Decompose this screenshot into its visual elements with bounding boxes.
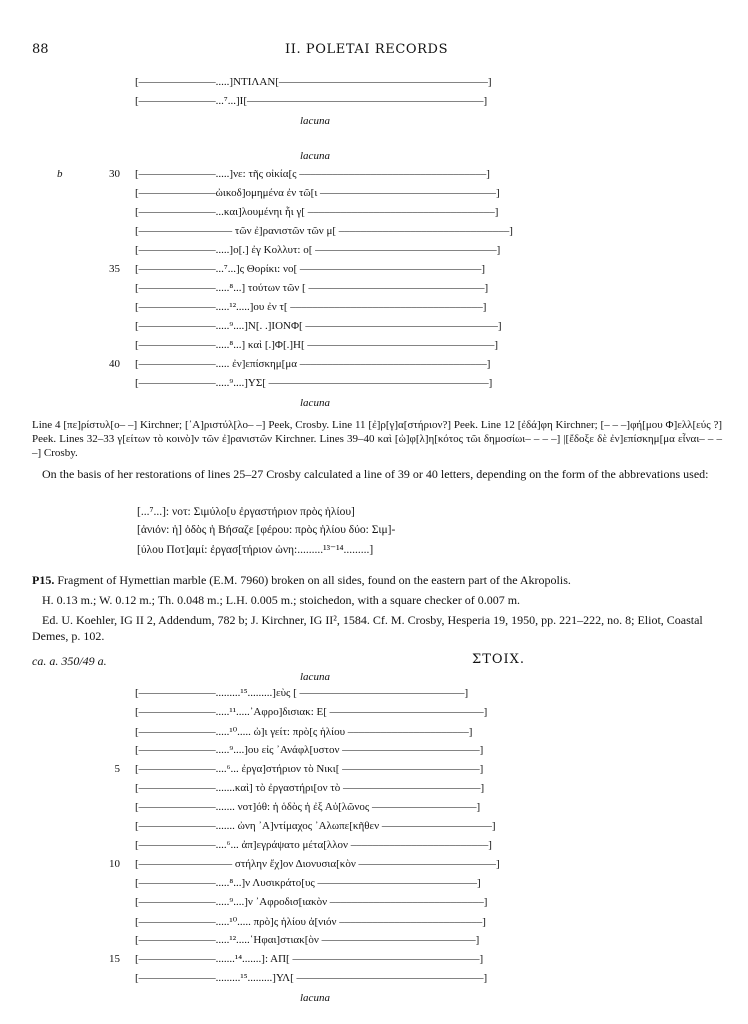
entry-edition: Ed. U. Koehler, IG II 2, Addendum, 782 b; J. Kirchner, IG II², 1584. Cf. M. Crosby, Hesperia 19, 1950, pp. 221–222, no. 8; Eliot, Coastal Demes, p. 102.	[32, 613, 703, 643]
entry-label: P15.	[32, 573, 55, 587]
section-label: b	[57, 168, 63, 180]
inscription-line: [––––––––––––––....⁶... ἐργα]στήριον τὸ Νικι[ –––––––––––––––––––––––––]	[135, 763, 484, 775]
line-number: 10	[109, 858, 120, 870]
inscription-line: [––––––––––––––.....]ΝΤΙΛΑΝ[––––––––––––––––––––––––––––––––––––––]	[135, 76, 492, 88]
lacuna-label: lacuna	[300, 150, 330, 162]
inscription-line: [––––––––––––––.....]ο[.] ἐγ Κολλυτ: ο[ –––––––––––––––––––––––––––––––––]	[135, 244, 501, 256]
inscription-line: [––––––––––––––.....⁸...]ν Λυσικράτο[υς –––––––––––––––––––––––––––––]	[135, 877, 481, 889]
inscription-line: [––––––––––––––....⁶... ἀπ]εγράψατο μέτα[λλον –––––––––––––––––––––––––]	[135, 839, 492, 851]
lacuna-label: lacuna	[300, 115, 330, 127]
line-number: 5	[114, 763, 120, 775]
lacuna-label: lacuna	[300, 671, 330, 683]
inscription-line: [––––––––––––––ὠικοδ]ομημένα ἐν τῶ[ι ––––––––––––––––––––––––––––––––]	[135, 187, 500, 199]
inscription-line: [––––––––––––––....... ὠνη ᾿Α]ντίμαχος ᾿Αλωπε[κῆθεν ––––––––––––––––––––]	[135, 820, 496, 832]
inscription-line: [––––––––––––––.....¹¹.....᾿Αφρο]δισιακ: Ε[ ––––––––––––––––––––––––––––]	[135, 706, 488, 718]
inscription-line: [––––––––––––––...και]λουμένηι ἧι γ[ ––––––––––––––––––––––––––––––––––]	[135, 206, 499, 218]
inscription-line: [––––––––––––––––– στήλην ἔχ]ον Διονυσια[κὸν –––––––––––––––––––––––––]	[135, 858, 500, 870]
inscription-line: [––––––––––––––.....⁹....]ΥΣ[ ––––––––––––––––––––––––––––––––––––––––]	[135, 377, 493, 389]
restoration-line: [ἀνιόν: ἡ] ὁδὸς ἡ Βήσαζε [φέρου: πρὸς ἡλίου δύο: Σιμ]-	[137, 524, 396, 536]
entry-dimensions: H. 0.13 m.; W. 0.12 m.; Th. 0.048 m.; L.H. 0.005 m.; stoichedon, with a square checker of 0.007 m.	[42, 593, 521, 607]
inscription-line: [––––––––––––––....... νοτ]όθ: ἡ ὁδὸς ἡ ἐξ Αὐ[λῶνος –––––––––––––––––––]	[135, 801, 481, 813]
line-number: 30	[109, 168, 120, 180]
restoration-line: [ύλου Ποτ]αμί: ἐργασ[τήριον ὠνη:.........¹³⁻¹⁴.........]	[137, 544, 374, 556]
inscription-line: [––––––––––––––––– τῶν ἐ]ρανιστῶν τῶν μ[ –––––––––––––––––––––––––––––––]	[135, 225, 513, 237]
apparatus-criticus: Line 4 [πε]ρίστυλ[ο– –] Kirchner; [᾿Α]ριστύλ[λο– –] Peek, Crosby. Line 11 [ἐ]ρ[γ]α[στήριον?] Peek. Line 12 [ἐδά]φη Kirchner; [– – –]φή[μου Φ]ελλ[εύς ?] Peek. Lines 32–33 γ[είτων τὸ κοινὸ]ν τῶν ἐ]ρανιστῶν Kirchner. Lines 39–40 καὶ [ὠ]φ[λ]η[κότος τῶι δημοσίωι– – – –] |[ἔδοξε δὲ ἐν]επίσκημ[μα εἶναι– – – –] Crosby.	[32, 419, 722, 459]
stoichedon-label: ΣΤΟΙΧ.	[472, 652, 526, 667]
inscription-line: [––––––––––––––.........¹⁵.........]ΥΛ[ ––––––––––––––––––––––––––––––––––]	[135, 972, 488, 984]
inscription-line: [––––––––––––––...⁷...]Ι[–––––––––––––––––––––––––––––––––––––––––––]	[135, 95, 488, 107]
inscription-line: [––––––––––––––.....⁹....]Ν[. .]ΙΟΝΦ[ –––––––––––––––––––––––––––––––––––]	[135, 320, 502, 332]
inscription-line: [––––––––––––––..... ἐν]επίσκημ[μα ––––––––––––––––––––––––––––––––––]	[135, 358, 491, 370]
line-number: 15	[109, 953, 120, 965]
inscription-line: [––––––––––––––.....¹⁰..... ὠ]ι γείτ: πρὸ[ς ἡλίου ––––––––––––––––––––––]	[135, 726, 473, 738]
inscription-line: [––––––––––––––...⁷...]ς Θορίκι: νο[ –––––––––––––––––––––––––––––––––]	[135, 263, 486, 275]
running-head: II. POLETAI RECORDS	[285, 42, 449, 57]
inscription-line: [––––––––––––––.....⁹....]ν ᾿Αφροδισ[ιακὸν ––––––––––––––––––––––––––––]	[135, 896, 488, 908]
inscription-line: [––––––––––––––.....⁸...] καὶ [.]Φ[.]Η[ ––––––––––––––––––––––––––––––––––]	[135, 339, 499, 351]
lacuna-label: lacuna	[300, 992, 330, 1004]
entry-title	[32, 572, 722, 588]
commentary-paragraph: On the basis of her restorations of lines 25–27 Crosby calculated a line of 39 or 40 letters, depending on the form of the abbrevations used:	[42, 467, 709, 481]
inscription-line: [––––––––––––––.........¹⁵.........]εὺς [ ––––––––––––––––––––––––––––––]	[135, 687, 469, 699]
inscription-line: [––––––––––––––.......καὶ] τὸ ἐργαστήρι[ον τὸ –––––––––––––––––––––––––]	[135, 782, 485, 794]
entry-description: Fragment of Hymettian marble (E.M. 7960) broken on all sides, found on the eastern part of the Akropolis.	[57, 573, 571, 587]
date-label: ca. a. 350/49 a.	[32, 654, 107, 668]
page-number: 88	[32, 42, 49, 57]
lacuna-label: lacuna	[300, 397, 330, 409]
restoration-line: [...⁷...]: νοτ: Σιμύλο[υ ἐργαστήριον πρὸς ἡλίου]	[137, 506, 355, 518]
inscription-line: [––––––––––––––.....⁹....]ου εἰς ᾿Ανάφλ[υστον –––––––––––––––––––––––––]	[135, 744, 484, 756]
inscription-line: [––––––––––––––.....¹⁰..... πρὸ]ς ἡλίου ἀ[νιόν ––––––––––––––––––––––––––]	[135, 916, 486, 928]
line-number: 35	[109, 263, 120, 275]
inscription-line: [––––––––––––––.....¹².....῾Ηφαι]στιακ[ὸν ––––––––––––––––––––––––––––]	[135, 934, 480, 946]
inscription-line: [––––––––––––––.....]νε: τῆς οἰκία[ς ––––––––––––––––––––––––––––––––––]	[135, 168, 490, 180]
inscription-line: [––––––––––––––.....¹².....]ου ἐν τ[ –––––––––––––––––––––––––––––––––––]	[135, 301, 487, 313]
line-number: 40	[109, 358, 120, 370]
inscription-line: [––––––––––––––.....⁸...] τούτων τῶν [ ––––––––––––––––––––––––––––––––]	[135, 282, 489, 294]
inscription-line: [––––––––––––––.......¹⁴.......]: ΑΠ[ ––––––––––––––––––––––––––––––––––]	[135, 953, 484, 965]
